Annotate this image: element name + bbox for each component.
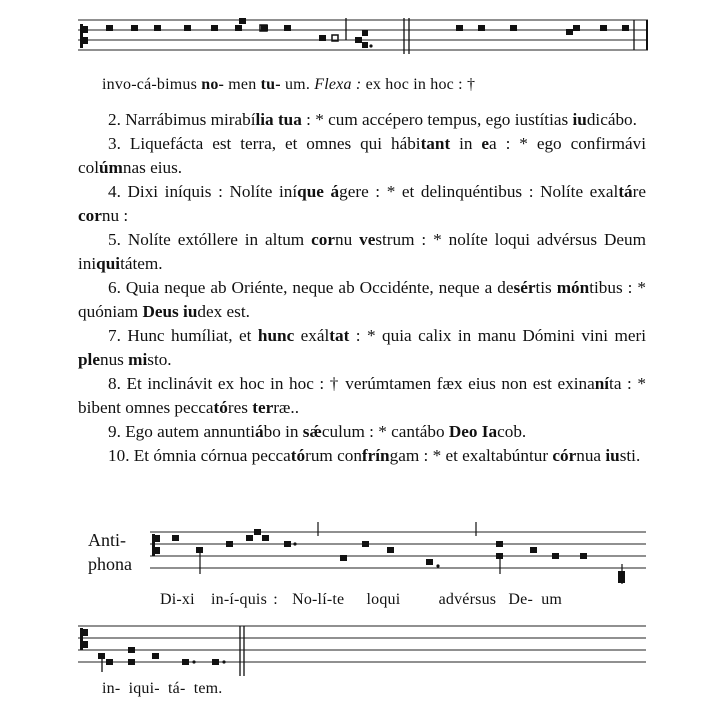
accent-syllable: que xyxy=(297,182,324,201)
dagger-mark: † xyxy=(467,76,476,93)
accent-syllable: tat xyxy=(329,326,350,345)
verse-text xyxy=(324,182,331,201)
verse-7 xyxy=(78,324,646,372)
accent-syllable: iu xyxy=(605,446,620,465)
verse-text: Quia neque ab Oriénte, neque ab Occidénte, neque a de xyxy=(120,278,514,297)
antiphon-lyrics-2 xyxy=(102,680,222,698)
verse-number: 6. xyxy=(108,278,121,297)
accent-syllable: qui xyxy=(96,254,121,273)
verse-text: : * quia calix in manu Dómini vini meri xyxy=(349,326,646,345)
lyric-syllable: ex hoc xyxy=(365,76,409,93)
accent-syllable: mi xyxy=(128,350,148,369)
verse-text: Narrábimus mirabí xyxy=(120,110,256,129)
verse-text: cob. xyxy=(497,422,527,441)
accent-syllable: e xyxy=(481,134,490,153)
verse-text: nua xyxy=(576,446,606,465)
verse-text: a : * ego confirmávi col xyxy=(78,134,646,177)
c-clef-icon xyxy=(80,24,88,48)
verse-text: Nolíte extóllere in altum xyxy=(120,230,312,249)
verse-text: Dixi iníquis : Nolíte iní xyxy=(120,182,298,201)
verse-text: ta : * bibent omnes pecca xyxy=(78,374,646,417)
lyric-syllable: um. xyxy=(284,76,311,93)
verse-number: 5. xyxy=(108,230,121,249)
verse-text: in xyxy=(450,134,482,153)
lyric-syllable: iqui- xyxy=(128,680,160,697)
accent-syllable: Deus xyxy=(142,302,179,321)
accent-syllable: cór xyxy=(552,446,577,465)
verse-3 xyxy=(78,132,646,180)
accent-syllable: iu xyxy=(572,110,587,129)
verse-text: bo in xyxy=(263,422,303,441)
accent-syllable: Deo xyxy=(448,422,478,441)
accent-syllable: tant xyxy=(420,134,451,153)
verse-text: Et ómnia córnua pecca xyxy=(129,446,291,465)
chant-staff-antiphon-1 xyxy=(150,522,646,584)
psalm-verses xyxy=(78,108,646,468)
accent-syllable: lia xyxy=(255,110,274,129)
verse-number: 8. xyxy=(108,374,121,393)
verse-text: sto. xyxy=(147,350,172,369)
flexa-label: Flexa : xyxy=(314,76,362,93)
lyric-syllable: invo-cá-bimus xyxy=(102,76,198,93)
accent-syllable: tó xyxy=(290,446,306,465)
antiphon-label-line1: Anti- xyxy=(88,530,126,550)
verse-text: Hunc humíliat, et xyxy=(120,326,258,345)
lyric-word: Di-xi xyxy=(160,591,195,608)
accent-syllable: ple xyxy=(78,350,100,369)
accent-syllable: hunc xyxy=(257,326,295,345)
antiphon-lyrics-1 xyxy=(160,591,562,609)
antiphon-label xyxy=(88,528,132,576)
verse-number: 7. xyxy=(108,326,121,345)
verse-text: nas eius. xyxy=(122,158,183,177)
accent-syllable: ní xyxy=(594,374,610,393)
lyric-syllable: : xyxy=(458,76,463,93)
verse-text: Ego autem annunti xyxy=(120,422,256,441)
verse-text: tibus : * quóniam xyxy=(78,278,646,321)
accent-syllable: iu xyxy=(183,302,198,321)
verse-6 xyxy=(78,276,646,324)
accent-syllable: tá xyxy=(618,182,633,201)
lyric-syllable: tá- xyxy=(168,680,186,697)
staff-lines xyxy=(78,14,648,60)
verse-text: exál xyxy=(294,326,330,345)
lyric-word: No-lí-te xyxy=(292,591,345,608)
lyric-syllable: tem. xyxy=(193,680,223,697)
accent-syllable: ter xyxy=(252,398,274,417)
staff-lines xyxy=(150,522,646,584)
verse-5 xyxy=(78,228,646,276)
accent-syllable: cor xyxy=(311,230,335,249)
verse-number: 3. xyxy=(108,134,121,153)
c-clef-icon xyxy=(80,628,88,650)
verse-text: culum : * cantábo xyxy=(321,422,449,441)
staff-lines xyxy=(78,620,646,676)
lyric-word: loqui xyxy=(366,591,401,608)
lyric-word: in-í-quis : xyxy=(210,591,278,608)
accent-syllable: sǽ xyxy=(302,422,322,441)
lyric-word: advérsus xyxy=(438,591,497,608)
accent-syllable: frín xyxy=(361,446,390,465)
verse-9 xyxy=(78,420,646,444)
verse-text: tátem. xyxy=(120,254,163,273)
verse-text: sti. xyxy=(619,446,641,465)
verse-number: 9. xyxy=(108,422,121,441)
lyric-syllable: men xyxy=(228,76,257,93)
verse-text: nus xyxy=(99,350,129,369)
verse-4 xyxy=(78,180,646,228)
verse-10 xyxy=(78,444,646,468)
verse-text: Et inclinávit ex hoc in hoc : † verúmtamen fæx eius non est exina xyxy=(120,374,595,393)
lyric-syllable: in- xyxy=(102,680,121,697)
accent-syllable: cor xyxy=(78,206,102,225)
verse-2 xyxy=(78,108,646,132)
chant-staff-psalm-tone xyxy=(78,14,648,60)
accent-syllable: á xyxy=(330,182,340,201)
verse-text: : * cum accépero tempus, ego iustítias xyxy=(301,110,573,129)
accent-syllable: á xyxy=(255,422,264,441)
verse-number: 10. xyxy=(108,446,130,465)
accent-syllable: sér xyxy=(513,278,536,297)
verse-text: strum : * nolíte loqui advérsus Deum ini xyxy=(78,230,647,273)
verse-text: dicábo. xyxy=(586,110,637,129)
verse-text: nu : xyxy=(101,206,129,225)
verse-number: 2. xyxy=(108,110,121,129)
accent-syllable: ve xyxy=(359,230,376,249)
verse-text: res xyxy=(227,398,253,417)
verse-text: rum con xyxy=(305,446,362,465)
lyric-syllable: tu- xyxy=(260,76,281,93)
accent-syllable: tó xyxy=(213,398,228,417)
lyric-syllable: in hoc xyxy=(413,76,454,93)
verse-text: ræ.. xyxy=(273,398,299,417)
staff1-lyrics xyxy=(102,76,475,94)
verse-text: dex est. xyxy=(197,302,250,321)
verse-text: nu xyxy=(334,230,360,249)
accent-syllable: món xyxy=(556,278,590,297)
accent-syllable: úm xyxy=(99,158,123,177)
lyric-syllable: no- xyxy=(201,76,225,93)
c-clef-icon xyxy=(152,534,160,556)
lyric-word: um xyxy=(541,591,563,608)
accent-syllable: Ia xyxy=(481,422,498,441)
lyric-word: De- xyxy=(508,591,533,608)
accent-syllable: tua xyxy=(277,110,302,129)
verse-8 xyxy=(78,372,646,420)
neumes xyxy=(106,18,629,48)
verse-text: re xyxy=(632,182,646,201)
antiphon-label-line2: phona xyxy=(88,554,132,574)
verse-text: gere : * et delinquéntibus : Nolíte exal xyxy=(339,182,619,201)
verse-text: Liquefácta est terra, et omnes qui hábi xyxy=(120,134,421,153)
verse-text: tis xyxy=(535,278,557,297)
verse-number: 4. xyxy=(108,182,121,201)
verse-text: gam : * et exaltabúntur xyxy=(389,446,553,465)
chant-staff-antiphon-2 xyxy=(78,620,646,676)
